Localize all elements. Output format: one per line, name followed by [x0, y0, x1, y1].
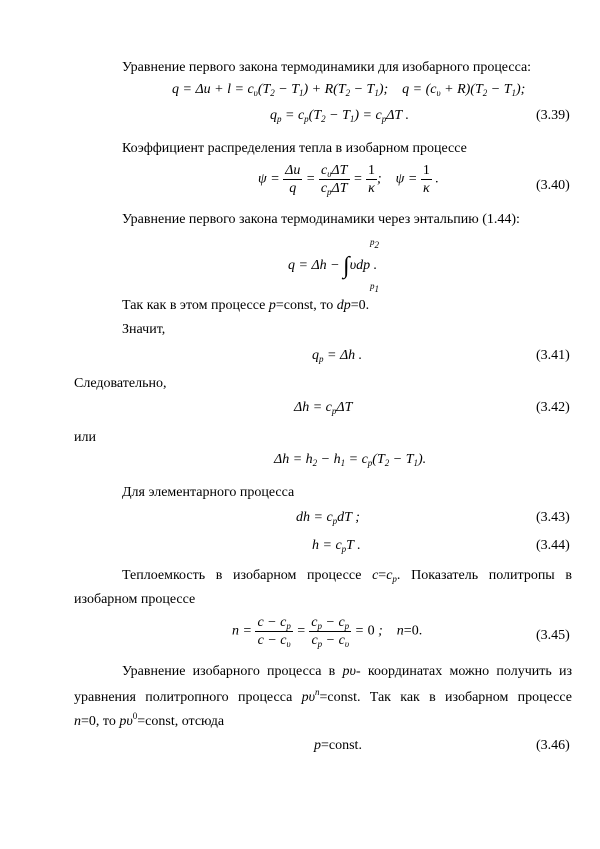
equation-h-cp-T: $h = c_pT$ . [312, 538, 361, 554]
paragraph-heat-capacity-line1: Теплоемкость в изобарном процессе $c=c_p$. Показатель политропы в [122, 568, 572, 584]
paragraph-elementary-process: Для элементарного процесса [122, 485, 295, 500]
equation-number-3-40: (3.40) [536, 178, 570, 193]
paragraph-heat-distribution: Коэффициент распределения тепла в изобарном процессе [122, 141, 467, 156]
paragraph-dp-zero: Так как в этом процессе p=const, то dp=0. [122, 298, 370, 313]
equation-number-3-39: (3.39) [536, 108, 570, 123]
equation-number-3-44: (3.44) [536, 538, 570, 553]
equation-psi: ψ = $\frac{\Delta u}{q}$ = $\frac{c_\upsilon\Delta T}{c_p\Delta T}$ = $\frac{1}{\kappa}$ ; ψ = $\frac{1}{\kappa}$ . [258, 163, 439, 197]
equation-heat-isobaric: $q = \Delta u + l = c_\upsilon(T_2 - T_1) + R(T_2 - T_1)$; $q = (c_\upsilon + R)(T_2 - T_1)$; [172, 82, 526, 98]
equation-number-3-41: (3.41) [536, 348, 570, 363]
equation-number-3-46: (3.46) [536, 738, 570, 753]
equation-qp-dh: $q_p = \Delta h$ . [312, 348, 363, 364]
equation-polytropic-index: n = $\frac{c - c_p}{c - c_\upsilon}$ = $\frac{c_p - c_p}{c_p - c_\upsilon}$ = 0 ; n=0. [232, 615, 423, 649]
equation-dh-cp-dT: dh = $c_pdT$ ; [296, 510, 360, 526]
equation-number-3-42: (3.42) [536, 400, 570, 415]
integral-lower-limit: $p_1$ [370, 281, 379, 294]
paragraph-isobaric-eq-line3: n=0, то $p\upsilon^0=const$, отсюда [74, 711, 225, 729]
paragraph-therefore: Значит, [122, 322, 166, 337]
paragraph-isobaric-eq-line2: уравнения политропного процесса $p\upsilon^n=const$. Так как в изобарном процессе [74, 687, 572, 705]
equation-dh-difference: $\Delta h = h_2 - h_1 = c_p(T_2 - T_1)$. [274, 452, 427, 468]
paragraph-or: или [74, 430, 96, 445]
paragraph-isobaric-first-law: Уравнение первого закона термодинамики для изобарного процесса: [122, 60, 532, 75]
integral-upper-limit: $p_2$ [370, 237, 379, 250]
equation-number-3-43: (3.43) [536, 510, 570, 525]
equation-dh-cp-dt: $\Delta h = c_p\Delta T$ [294, 400, 353, 416]
paragraph-consequently: Следовательно, [74, 376, 167, 391]
paragraph-enthalpy: Уравнение первого закона термодинамики через энтальпию (1.44): [122, 212, 520, 227]
equation-number-3-45: (3.45) [536, 628, 570, 643]
equation-p-const: p=const. [314, 738, 362, 753]
paragraph-isobaric-eq-line1: Уравнение изобарного процесса в pυ- координатах можно получить из [122, 664, 573, 679]
equation-qp: $q_p = c_p(T_2 - T_1) = c_p\Delta T$ . [270, 108, 409, 124]
paragraph-heat-capacity-line2: изобарном процессе [74, 592, 196, 607]
equation-enthalpy-integral: q = Δh − ∫υdp . [288, 253, 378, 279]
